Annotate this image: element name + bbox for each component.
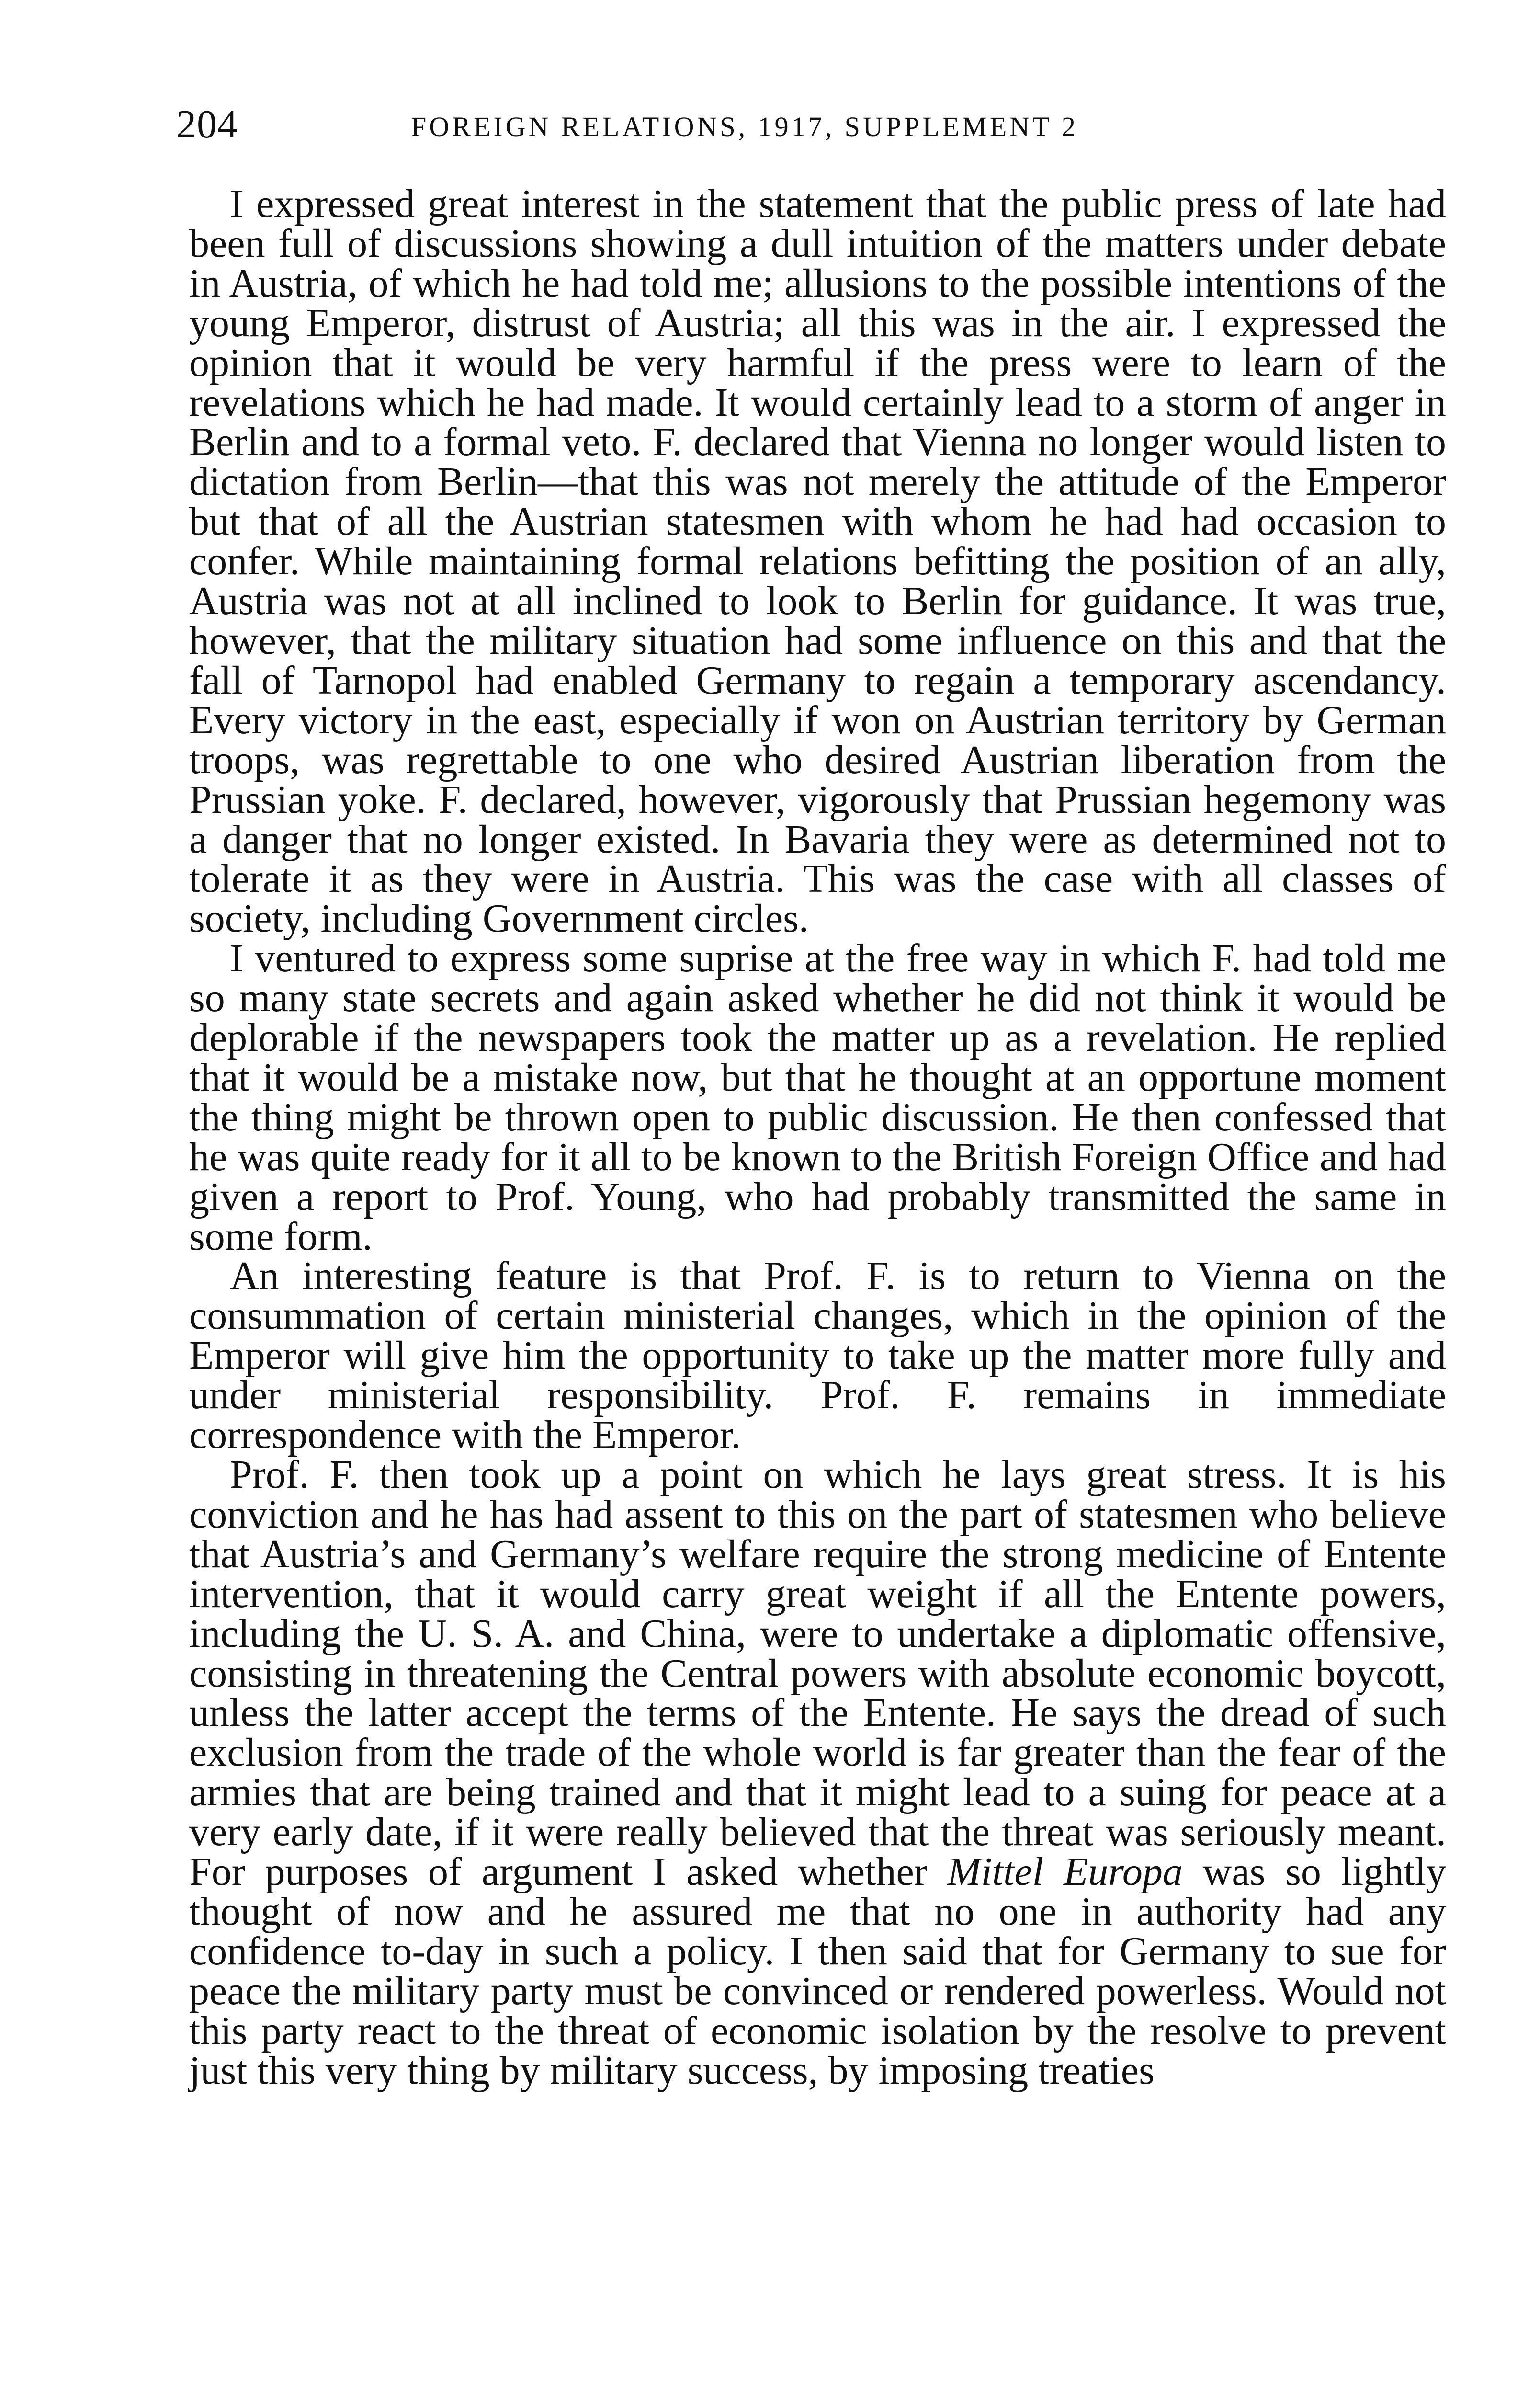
page-number: 204 bbox=[176, 102, 238, 147]
paragraph: An interesting feature is that Prof. F. is to return to Vienna on the consummation of certain ministerial changes, which in the opinion of the Emperor will give him the opportunity to take up the matter more fully and under ministerial responsibility. Prof. F. remains in immediate correspondence with the Emperor. bbox=[189, 1254, 1446, 1458]
paragraph-text: Prof. F. then took up a point on which he lays great stress. It is his conviction and he has had assent to this on the part of statesmen who believe that Austria’s and Germany’s welfare require the strong medicine of Entente intervention, that it would carry great weight if all the Entente powers, including the U. S. A. and China, were to undertake a diplomatic offensive, consisting in threatening the Central powers with absolute economic boycott, unless the latter accept the terms of the Entente. He says the dread of such exclusion from the trade of the whole world is far greater than the fear of the armies that are being trained and that it might lead to a suing for peace at a very early date, if it were really believed that the threat was seriously meant. For purposes of argument I asked whether bbox=[189, 1452, 1446, 1894]
running-header bbox=[176, 98, 1445, 151]
paragraph-text: was so lightly thought of now and he assured me that no one in authority had any confidence to-day in such a policy. I then said that for Germany to sue for peace the military party must be convinced or rendered powerless. Would not this party react to the threat of economic isolation by the resolve to prevent just this very thing by military success, by imposing treaties bbox=[189, 1849, 1447, 2093]
body-text bbox=[189, 184, 1446, 2091]
paragraph: I ventured to express some suprise at the free way in which F. had told me so many state secrets and again asked whether he did not think it would be deplorable if the newspapers took the matter up as a revelation. He replied that it would be a mistake now, but that he thought at an opportune moment the thing might be thrown open to public discussion. He then confessed that he was quite ready for it all to be known to the British Foreign Office and had given a report to Prof. Young, who had probably transmitted the same in some form. bbox=[189, 936, 1446, 1259]
italic-phrase: Mittel Europa bbox=[947, 1849, 1183, 1894]
paragraph-last bbox=[189, 1452, 1447, 2093]
paragraph: I expressed great interest in the statement that the public press of late had been full of discussions showing a dull intuition of the matters under debate in Austria, of which he had told me; allusions to the possible intentions of the young Emperor, distrust of Austria; all this was in the air. I expressed the opinion that it would be very harmful if the press were to learn of the revelations which he had made. It would certainly lead to a storm of anger in Berlin and to a formal veto. F. declared that Vienna no longer would listen to dictation from Berlin—that this was not merely the attitude of the Emperor but that of all the Austrian statesmen with whom he had had occasion to confer. While maintaining formal relations befitting the position of an ally, Austria was not at all inclined to look to Berlin for guidance. It was true, however, that the military situation had some influence on this and that the fall of Tarnopol had enabled Germany to regain a temporary ascendancy. Every victory in the east, especially if won on Austrian territory by German troops, was regrettable to one who desired Austrian liberation from the Prussian yoke. F. declared, however, vigorously that Prussian hegemony was a danger that no longer existed. In Bavaria they were as determined not to tolerate it as they were in Austria. This was the case with all classes of society, including Government circles. bbox=[189, 182, 1446, 941]
running-title: FOREIGN RELATIONS, 1917, SUPPLEMENT 2 bbox=[411, 111, 1078, 142]
